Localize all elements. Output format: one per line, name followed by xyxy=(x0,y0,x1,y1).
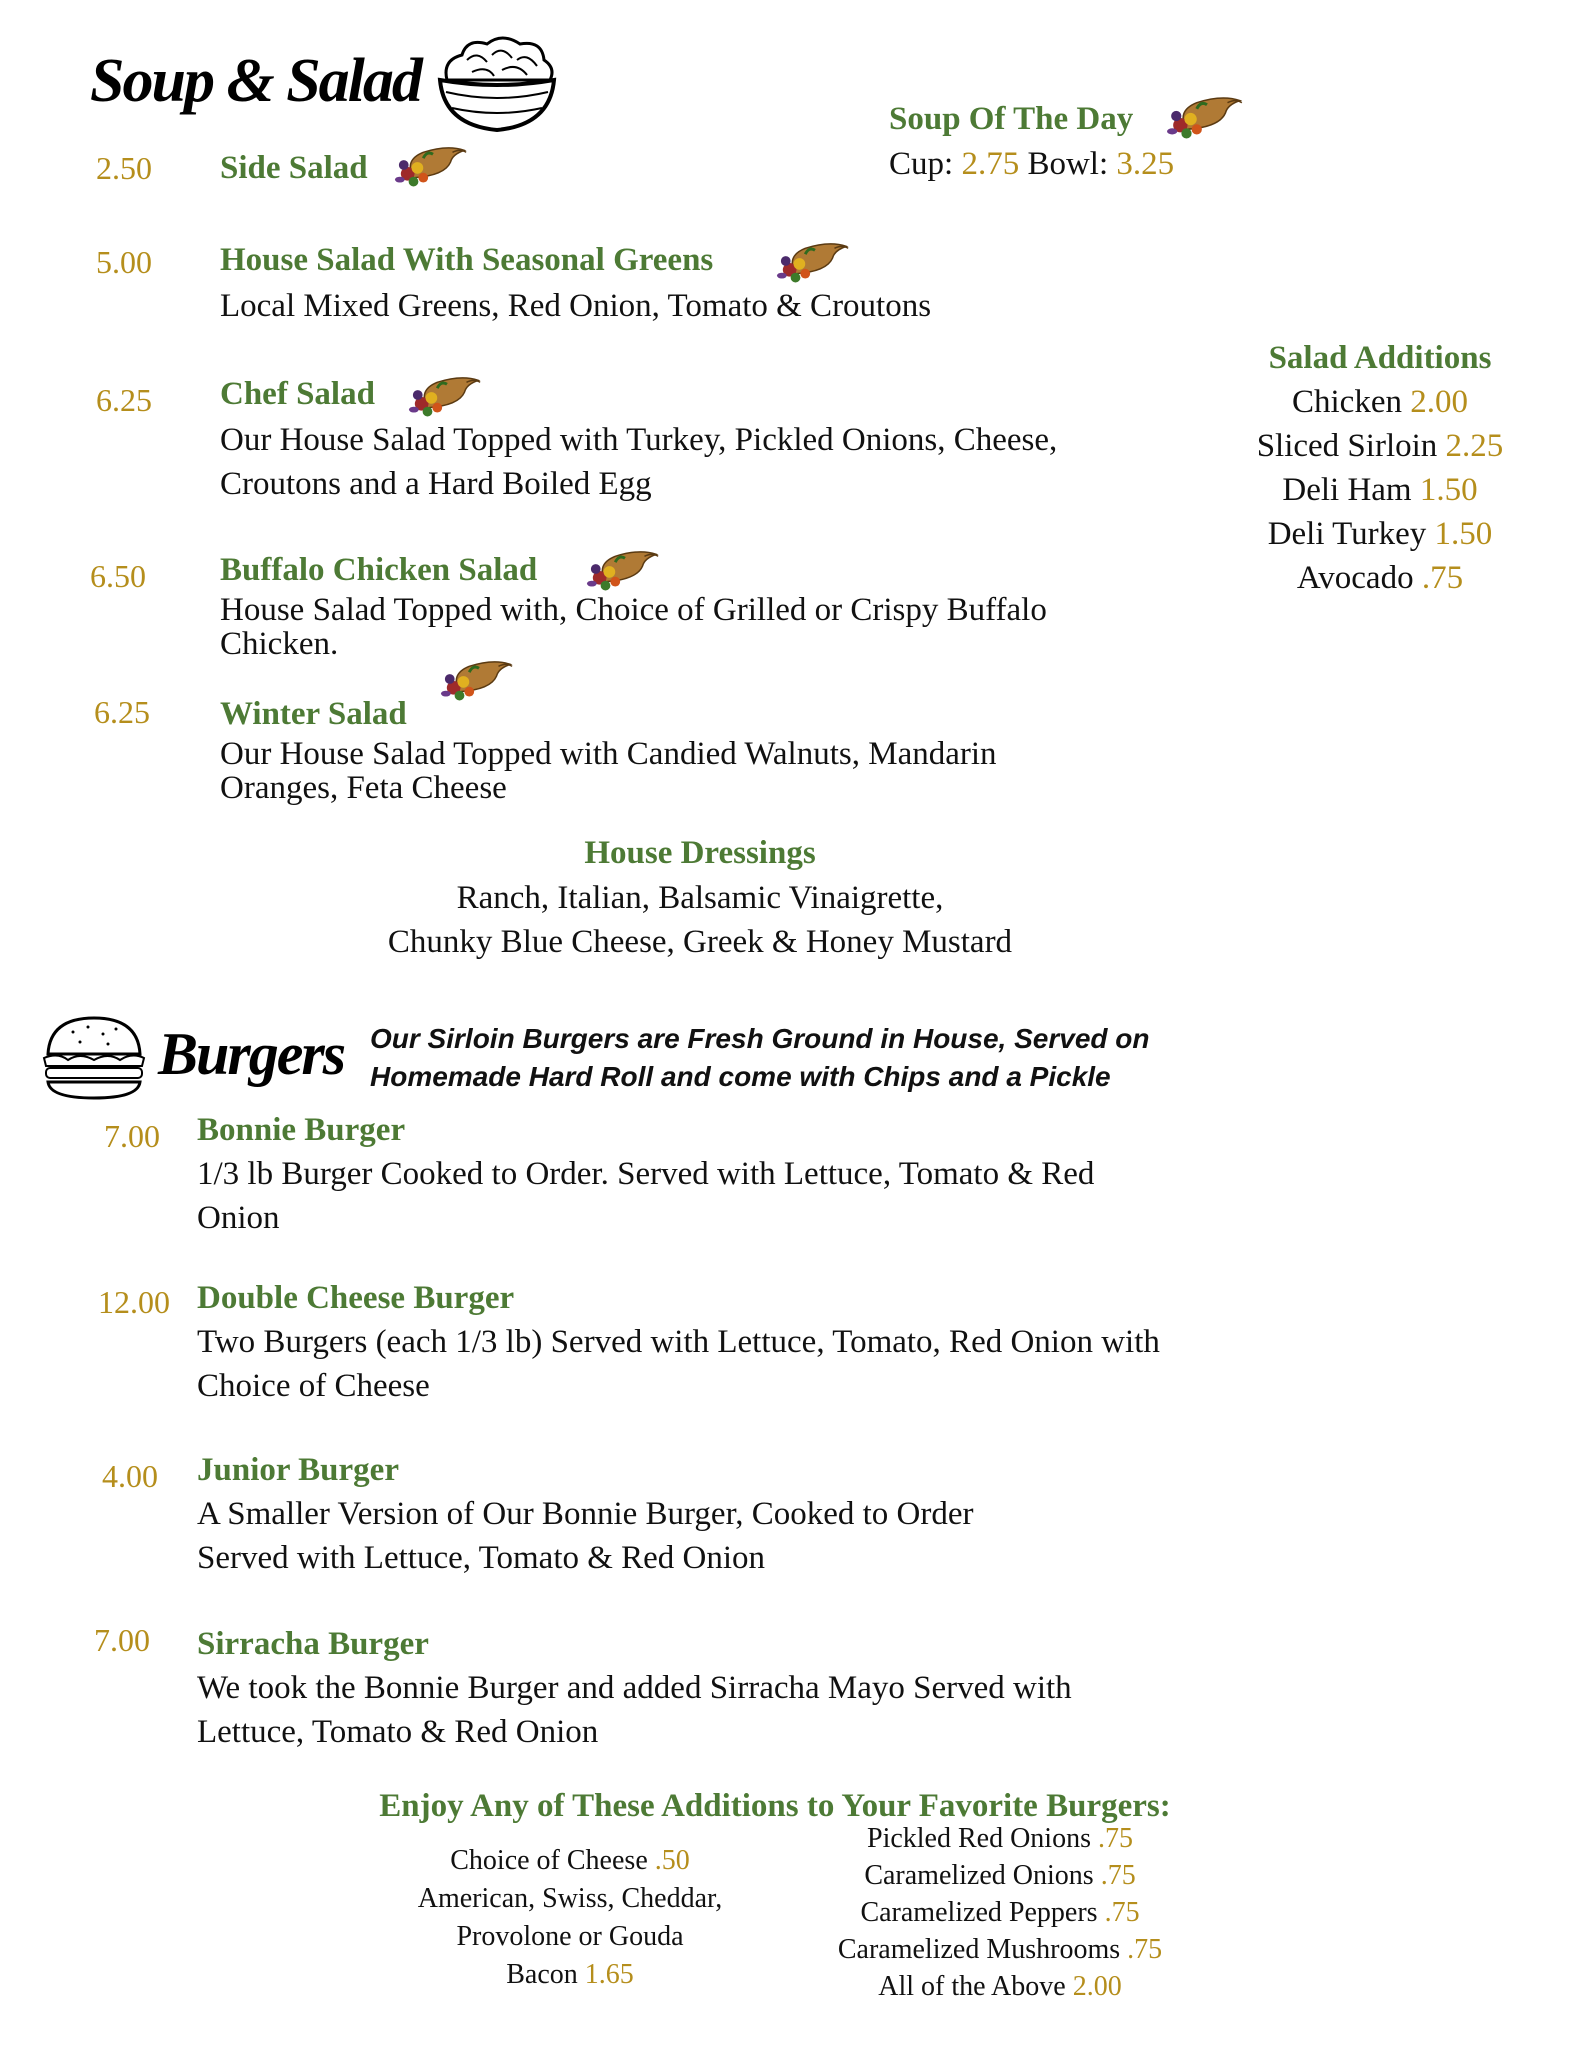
burger-additions-title: Enjoy Any of These Additions to Your Favorite Burgers: xyxy=(379,1788,1171,1824)
dressings-line: Chunky Blue Cheese, Greek & Honey Mustard xyxy=(387,924,1013,960)
item-price: 7.00 xyxy=(104,1118,160,1154)
item-desc: House Salad Topped with, Choice of Grilled or Crispy Buffalo xyxy=(220,592,1047,628)
cup-label: Cup: xyxy=(889,146,954,182)
cornucopia-icon xyxy=(394,140,472,190)
addition-row: Caramelized Onions .75 xyxy=(864,1860,1136,1891)
addition-row: Caramelized Peppers .75 xyxy=(860,1897,1140,1928)
burger-additions-left xyxy=(370,1842,770,1994)
item-desc: Our House Salad Topped with Turkey, Pickled Onions, Cheese, xyxy=(220,422,1058,458)
item-desc: Oranges, Feta Cheese xyxy=(220,770,507,806)
addition-row: Bacon 1.65 xyxy=(506,1959,634,1990)
item-name: House Salad With Seasonal Greens xyxy=(220,242,714,278)
cup-price: 2.75 xyxy=(961,146,1020,182)
item-desc: Lettuce, Tomato & Red Onion xyxy=(197,1714,599,1750)
item-price: 4.00 xyxy=(102,1458,158,1494)
cornucopia-icon xyxy=(1166,90,1248,142)
addition-row: Chicken 2.00 xyxy=(1292,384,1468,420)
burgers-title: Burgers xyxy=(158,1021,345,1087)
item-price: 6.25 xyxy=(96,382,152,418)
burger-additions-right xyxy=(800,1820,1200,2005)
item-price: 2.50 xyxy=(96,150,152,186)
soup-salad-title: Soup & Salad xyxy=(90,47,421,115)
addition-row: Caramelized Mushrooms .75 xyxy=(837,1934,1163,1965)
addition-row: All of the Above 2.00 xyxy=(878,1971,1122,2002)
cornucopia-icon xyxy=(586,544,664,594)
salad-additions xyxy=(1230,336,1530,600)
salad-bowl-icon xyxy=(432,30,562,135)
addition-row: Provolone or Gouda xyxy=(456,1921,684,1952)
cornucopia-icon xyxy=(776,236,854,286)
burgers-note-line: Our Sirloin Burgers are Fresh Ground in House, Served on xyxy=(370,1023,1150,1054)
soup-prices xyxy=(889,146,1174,183)
item-desc: Croutons and a Hard Boiled Egg xyxy=(220,466,652,502)
item-desc: Served with Lettuce, Tomato & Red Onion xyxy=(197,1540,766,1576)
item-desc: A Smaller Version of Our Bonnie Burger, Cooked to Order xyxy=(197,1496,974,1532)
item-price: 7.00 xyxy=(94,1622,150,1658)
item-name: Double Cheese Burger xyxy=(197,1280,515,1316)
addition-row: Avocado .75 xyxy=(1296,560,1464,596)
item-name: Sirracha Burger xyxy=(197,1626,429,1662)
item-name: Junior Burger xyxy=(197,1452,399,1488)
item-price: 5.00 xyxy=(96,244,152,280)
burgers-note xyxy=(370,1020,1150,1096)
soup-of-day-title: Soup Of The Day xyxy=(889,101,1134,137)
item-desc: Choice of Cheese xyxy=(197,1368,430,1404)
house-dressings xyxy=(300,830,1100,964)
item-desc: Our House Salad Topped with Candied Walnuts, Mandarin xyxy=(220,736,997,772)
item-desc: Local Mixed Greens, Red Onion, Tomato & Croutons xyxy=(220,288,932,324)
addition-row: American, Swiss, Cheddar, xyxy=(417,1883,723,1914)
item-price: 6.25 xyxy=(94,694,150,730)
addition-row: Deli Ham 1.50 xyxy=(1282,472,1478,508)
item-desc: Two Burgers (each 1/3 lb) Served with Lettuce, Tomato, Red Onion with xyxy=(197,1324,1160,1360)
burgers-note-line: Homemade Hard Roll and come with Chips and a Pickle xyxy=(370,1061,1111,1092)
item-name: Buffalo Chicken Salad xyxy=(220,552,538,588)
item-price: 12.00 xyxy=(98,1284,170,1320)
addition-row: Sliced Sirloin 2.25 xyxy=(1256,428,1504,464)
cornucopia-icon xyxy=(408,370,486,420)
item-desc: We took the Bonnie Burger and added Sirracha Mayo Served with xyxy=(197,1670,1072,1706)
bowl-price: 3.25 xyxy=(1116,146,1175,182)
item-name: Bonnie Burger xyxy=(197,1112,406,1148)
item-name: Chef Salad xyxy=(220,376,375,412)
salad-additions-title: Salad Additions xyxy=(1268,340,1492,376)
addition-row: Choice of Cheese .50 xyxy=(450,1845,690,1876)
dressings-title: House Dressings xyxy=(584,835,816,871)
dressings-line: Ranch, Italian, Balsamic Vinaigrette, xyxy=(456,880,944,916)
item-name: Side Salad xyxy=(220,150,368,186)
item-desc: 1/3 lb Burger Cooked to Order. Served with Lettuce, Tomato & Red xyxy=(197,1156,1095,1192)
addition-row: Deli Turkey 1.50 xyxy=(1267,516,1493,552)
item-desc: Chicken. xyxy=(220,626,339,662)
cornucopia-icon xyxy=(440,654,518,704)
burger-icon xyxy=(38,1012,150,1102)
item-desc: Onion xyxy=(197,1200,280,1236)
item-name: Winter Salad xyxy=(220,696,407,732)
bowl-label: Bowl: xyxy=(1027,146,1109,182)
item-price: 6.50 xyxy=(90,558,146,594)
addition-row: Pickled Red Onions .75 xyxy=(867,1823,1133,1854)
